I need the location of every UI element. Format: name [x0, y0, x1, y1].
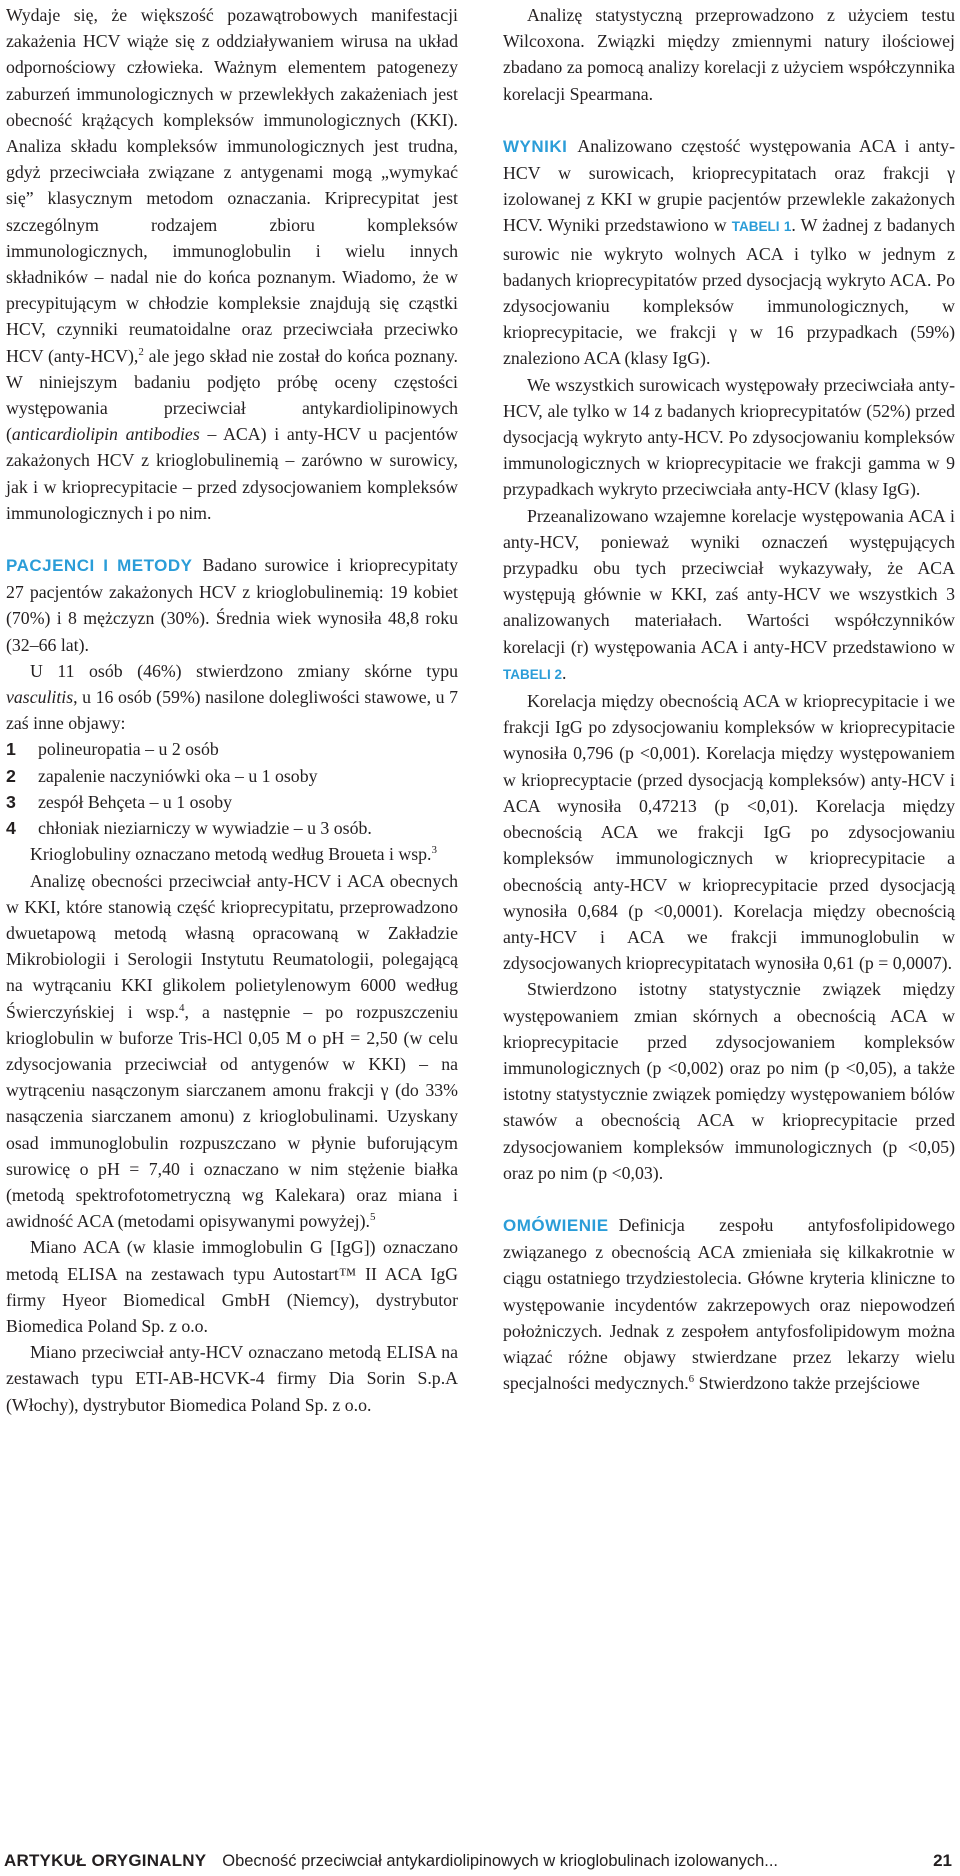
results-paragraph-2: We wszystkich surowicach występowały przeciwciała anty-HCV, ale tylko w 14 z badanych krioprecypitatów (52%) przed dysocjacją wykryto anty-HCV. Po zdysocjowaniu kompleksów immunologicznych w krioprecypitacie we frakcji gamma w 9 przypadkach wykryto przeciwciała anty-HCV (klasy IgG). — [503, 374, 955, 500]
results-paragraph-5: Stwierdzono istotny statystycznie związek między występowaniem zmian skórnych a obecnością ACA w krioprecypitacie przed zdysocjowaniem kompleksów immunologicznych (p <0,002) oraz po nim (p <0,05), a także istotny statystycznie związek pomiędzy występowaniem bólów stawów a obecnością ACA w krioprecypitacie przed zdysocjowaniem kompleksów immunologicznych (p <0,05) oraz po nim (p <0,03). — [503, 979, 955, 1183]
section-heading-discussion: OMÓWIENIE — [503, 1215, 609, 1235]
results-paragraph-3: Przeanalizowano wzajemne korelacje występowania ACA i anty-HCV, ponieważ wyniki oznaczeń występujących przypadku obu tych przeciwciał wykazywały, że ACA występują głównie w KKI, zaś anty-HCV we wszystkich 3 analizowanych materiałach. Wartości współczynników korelacji (r) występowania ACA i anty-HCV przedstawiono w TABELI 2. — [503, 505, 955, 683]
statistics-paragraph: Analizę statystyczną przeprowadzono z użyciem testu Wilcoxona. Związki między zmiennymi natury ilościowej zbadano za pomocą analizy korelacji z użyciem współczynnika korelacji Spearmana. — [503, 5, 955, 104]
list-item: 4 chłoniak nieziarniczy w wywiadzie – u 3 osób. — [6, 818, 372, 839]
page-number: 21 — [933, 1851, 952, 1870]
section-heading-methods: PACJENCI I METODY — [6, 556, 193, 576]
page-footer — [0, 1846, 960, 1876]
citation-2: 2 — [138, 345, 144, 358]
right-column — [503, 2, 955, 1396]
list-item: 3 zespół Behçeta – u 1 osoby — [6, 791, 233, 812]
list-item: 2 zapalenie naczyniówki oka – u 1 osoby — [6, 765, 318, 786]
list-item: 1 polineuropatia – u 2 osób — [6, 739, 219, 760]
running-title: Obecność przeciwciał antykardiolipinowych w krioglobulinach izolowanych... — [222, 1851, 779, 1870]
citation-6: 6 — [688, 1373, 695, 1386]
discussion-paragraph-1: OMÓWIENIE Definicja zespołu antyfosfolipidowego związanego z obecnością ACA zmieniała się kilkakrotnie w ciągu ostatniego trzydziestolecia. Główne kryteria kliniczne to występowanie incydentów zakrzepowych oraz niepowodzeń położniczych. Jednak z zespołem antyfosfolipidowym można wiązać różne objawy stwierdzane przez lekarzy wielu specjalności medycznych.$^6$ Stwierdzono także przejściowe — [503, 1214, 955, 1394]
citation-4: 4 — [178, 1001, 185, 1014]
citation-3: 3 — [431, 844, 437, 857]
table-2-link[interactable]: TABELI 2 — [503, 666, 563, 682]
methods-paragraph-2: U 11 osób (46%) stwierdzono zmiany skórne typu vasculitis, u 16 osób (59%) nasilone dolegliwości stawowe, u 7 zaś inne objawy: — [6, 660, 458, 734]
citation-5: 5 — [369, 1211, 376, 1224]
section-heading-results: WYNIKI — [503, 136, 568, 156]
methods-paragraph-4: Analizę obecności przeciwciał anty-HCV i ACA obecnych w KKI, które stanowią część krioprecypitatu, przeprowadzono dwuetapową metodą własną opracowaną w Zakładzie Mikrobiologii i Serologii Instytutu Reumatologii, polegającą na wytrącaniu KKI glikolem polietylenowym 6000 według Świerczyńskiej i wsp.$^4$, a następnie – po rozpuszczeniu krioglobulin w buforze Tris-HCl 0,05 M o pH = 2,50 (w celu zdysocjowania przeciwciał od antygenów w KKI) – na wytrąceniu nasączonym siarczanem amonu frakcji γ (do 33% nasączenia siarczanem amonu) z krioglobulinami. Uzyskany osad immunoglobulin rozpuszczano w płynie buforującym surowicę o pH = 7,40 i oznaczano w nim stężenie białka (metodą spektrofotometryczną wg Kalekara) oraz miana i awidność ACA (metodami opisywanymi powyżej).$^5$ — [6, 870, 458, 1232]
results-paragraph-1: WYNIKI Analizowano częstość występowania ACA i anty-HCV w surowicach, krioprecypitatach oraz frakcji γ izolowanej z KKI w grupie pacjentów przewlekle zakażonych HCV. Wyniki przedstawiono w TABELI 1. W żadnej z badanych surowic nie wykryto wolnych ACA i tylko w jednym z badanych krioprecypitatów przed dysocjacją wykryto ACA. Po zdysocjowaniu kompleksów immunologicznych, w krioprecypitacie, we frakcji γ w 16 przypadkach (59%) znaleziono ACA (klasy IgG). — [503, 135, 955, 369]
methods-paragraph-5: Miano ACA (w klasie immoglobulin G [IgG]) oznaczano metodą ELISA na zestawach typu Autostart™ II ACA IgG firmy Hyeor Biomedical GmbH (Niemcy), dystrybutor Biomedica Poland Sp. z o.o. — [6, 1237, 458, 1336]
methods-paragraph-3: Krioglobuliny oznaczano metodą według Broueta i wsp.$^3$ — [30, 844, 437, 865]
table-1-link[interactable]: TABELI 1 — [731, 219, 792, 235]
symptoms-list — [6, 736, 458, 841]
methods-paragraph-6: Miano przeciwciał anty-HCV oznaczano metodą ELISA na zestawach typu ETI-AB-HCVK-4 firmy Dia Sorin S.p.A (Włochy), dystrybutor Biomedica Poland Sp. z o.o. — [6, 1342, 458, 1415]
results-paragraph-4: Korelacja między obecnością ACA w krioprecypitacie i we frakcji IgG po zdysocjowaniu kompleksów w krioprecypitacie wynosiła 0,796 (p <0,001). Korelacja między występowaniem w krioprecyptacie (przed dysocjacją kompleksów) anty-HCV i ACA wynosiła 0,47213 (p <0,01). Korelacja między obecnością ACA we frakcji IgG po zdysocjowaniu kompleksów immunologicznych w krioprecypitacie a obecnością anty-HCV w krioprecypitacie przed dysocjacją wynosiła 0,684 (p <0,0001). Korelacja między obecnością anty-HCV i ACA we frakcji immunoglobulin w zdysocjowanych krioprecypitatach wynosiła 0,61 (p = 0,0007). — [503, 691, 955, 974]
left-column — [6, 2, 458, 1418]
methods-paragraph-1: PACJENCI I METODY Badano surowice i krioprecypitaty 27 pacjentów zakażonych HCV z krioglobulinemią: 19 kobiet (70%) i 8 mężczyzn (30%). Średnia wiek wynosiła 48,8 roku (32–66 lat). — [6, 555, 458, 655]
intro-paragraph: Wydaje się, że większość pozawątrobowych manifestacji zakażenia HCV wiąże się z oddziaływaniem wirusa na układ odpornościowy człowieka. Ważnym elementem patogenezy zaburzeń immunologicznych w przewlekłych zakażeniach jest obecność krążących kompleksów immunologicznych (KKI). Analiza składu kompleksów immunologicznych jest trudna, gdyż przeciwciała związane z antygenami mogą „wymykać się” klasycznym metodom oznaczania. Kriprecypitat jest szczególnym rodzajem zbioru kompleksów immunologicznych, immunoglobulin i wielu innych składników – nadal nie do końca poznanym. Wiadomo, że w precypitującym w chłodzie kompleksie znajdują się cząstki HCV, czynniki reumatoidalne oraz przeciwciała przeciwko HCV (anty-HCV),$^2$ ale jego skład nie został do końca poznany. W niniejszym badaniu podjęto próbę oceny częstości występowania przeciwciał antykardiolipinowych (anticardiolipin antibodies – ACA) i anty-HCV u pacjentów zakażonych HCV z krioglobulinemią – zarówno w surowicy, jak i w krioprecypitacie – przed zdysocjowaniem kompleksów immunologicznych i po nim. — [6, 5, 459, 523]
article-type-label: ARTYKUŁ ORYGINALNY — [4, 1851, 207, 1870]
